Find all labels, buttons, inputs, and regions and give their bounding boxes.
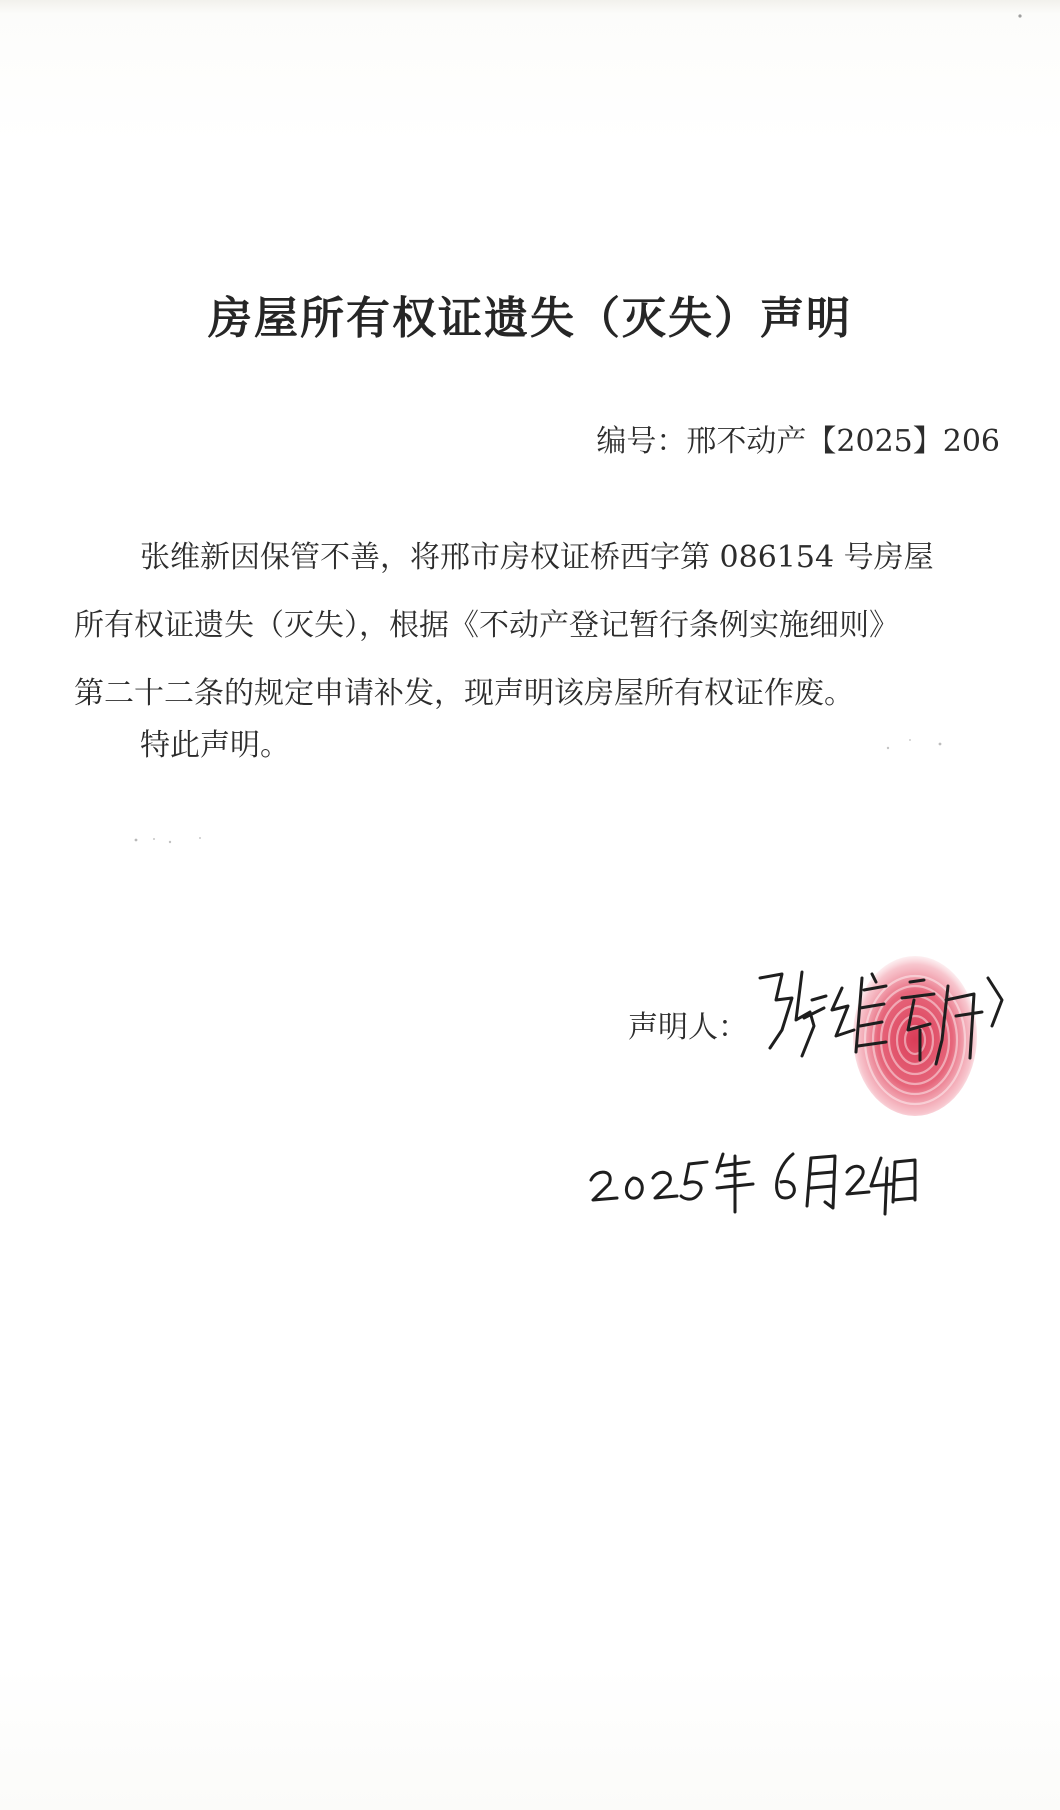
document-title: 房屋所有权证遗失（灭失）声明 xyxy=(208,293,852,344)
scan-speck xyxy=(130,830,210,850)
scan-speck xyxy=(1010,6,1030,26)
handwritten-signature xyxy=(752,960,1012,1080)
handwritten-date xyxy=(585,1128,925,1218)
closing-statement: 特此声明。 xyxy=(140,728,290,763)
declarant-label: 声明人： xyxy=(628,1010,748,1045)
body-line: 张维新因保管不善，将邢市房权证桥西字第 086154 号房屋 xyxy=(140,540,934,575)
body-line: 所有权证遗失（灭失），根据《不动产登记暂行条例实施细则》 xyxy=(74,608,899,643)
body-line: 第二十二条的规定申请补发，现声明该房屋所有权证作废。 xyxy=(74,676,854,711)
declaration-body xyxy=(74,524,1004,728)
document-number: 编号：邢不动产【2025】206 xyxy=(596,424,1000,459)
scan-speck xyxy=(880,730,950,760)
scan-edge xyxy=(0,0,1060,14)
